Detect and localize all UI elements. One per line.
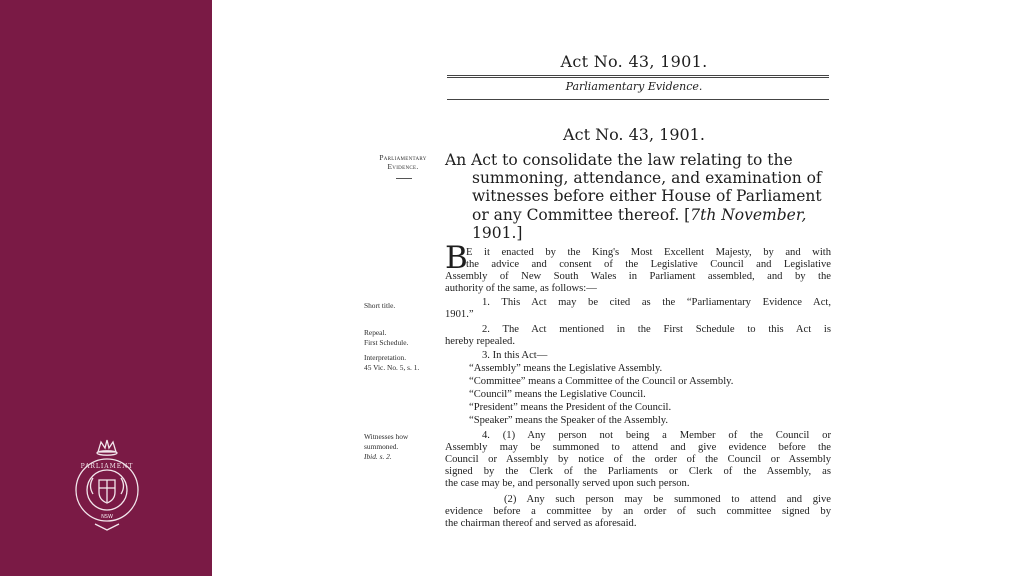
margin-note-interpretation: Interpretation.: [364, 353, 407, 362]
enacting-line: authority of the same, as follows:—: [445, 283, 597, 294]
margin-note-vic-ref: 45 Vic. No. 5, s. 1.: [364, 363, 420, 372]
margin-note-short-title: Short title.: [364, 301, 396, 310]
section-4-line: signed by the Clerk of the Parliaments or Clerk of the Assembly, as: [445, 466, 831, 477]
header-rule-bottom: [447, 99, 829, 100]
definition: “Assembly” means the Legislative Assembly.: [469, 363, 663, 374]
margin-note-ibid: Ibid. s. 2.: [364, 452, 392, 461]
long-title: [445, 151, 831, 242]
nsw-parliament-crest-icon: [71, 438, 143, 534]
definition: “Council” means the Legislative Council.: [469, 389, 646, 400]
section-2-line: hereby repealed.: [445, 336, 515, 347]
header-rule-top-double: [447, 77, 829, 78]
section-4-line: Council or Assembly by notice of the order of the Council or Assembly: [445, 454, 831, 465]
long-title-line: 1901.]: [472, 223, 523, 242]
crest-sub: NSW: [101, 514, 113, 520]
enacting-line: E it enacted by the King's Most Excellent Majesty, by and with: [466, 247, 831, 258]
crest-words: PARLIAMENT: [80, 463, 134, 470]
drop-cap: B: [445, 240, 468, 276]
margin-divider: [396, 178, 412, 179]
section-1-line: 1901.”: [445, 309, 474, 320]
section-2-line: 2. The Act mentioned in the First Schedule to this Act is: [482, 324, 831, 335]
section-4-line: the case may be, and personally served upon such person.: [445, 478, 690, 489]
definition: “Committee” means a Committee of the Council or Assembly.: [469, 376, 734, 387]
section-4-line: evidence before a committee by an order of such committee signed by: [445, 506, 831, 517]
margin-note-repeal: Repeal.: [364, 328, 387, 337]
long-title-line: witnesses before either House of Parliament: [472, 187, 822, 206]
long-title-line: summoning, attendance, and examination of: [472, 169, 822, 188]
section-4-line: 4. (1) Any person not being a Member of the Council or: [482, 430, 831, 441]
definition: “Speaker” means the Speaker of the Assembly.: [469, 415, 669, 426]
margin-note-witnesses: Witnesses how summoned.: [364, 432, 409, 451]
assent-date: 7th November,: [690, 205, 807, 224]
section-4-line: (2) Any such person may be summoned to attend and give: [504, 494, 831, 505]
section-4-line: the chairman thereof and served as aforesaid.: [445, 518, 637, 529]
margin-note-title: Parliamentary Evidence.: [379, 153, 427, 171]
definition: “President” means the President of the Council.: [469, 402, 672, 413]
running-header-title: Act No. 43, 1901.: [560, 52, 708, 71]
running-header-subtitle: Parliamentary Evidence.: [565, 80, 703, 93]
act-title: Act No. 43, 1901.: [563, 125, 705, 144]
sidebar: [0, 0, 212, 576]
long-title-line: [445, 206, 831, 224]
margin-note-first-schedule: First Schedule.: [364, 338, 409, 347]
header-rule-top: [447, 75, 829, 76]
enacting-line: the advice and consent of the Legislative Council and Legislative: [466, 259, 831, 270]
enacting-line: Assembly of New South Wales in Parliament assembled, and by the: [445, 271, 831, 282]
document-page: [212, 0, 1024, 576]
section-1-line: 1. This Act may be cited as the “Parliamentary Evidence Act,: [482, 297, 831, 308]
long-title-line: An Act to consolidate the law relating to the: [445, 151, 793, 169]
section-4-line: Assembly may be summoned to attend and give evidence before the: [445, 442, 831, 453]
long-title-text: or any Committee thereof. [: [472, 205, 691, 224]
section-3-heading: 3. In this Act—: [482, 350, 548, 361]
